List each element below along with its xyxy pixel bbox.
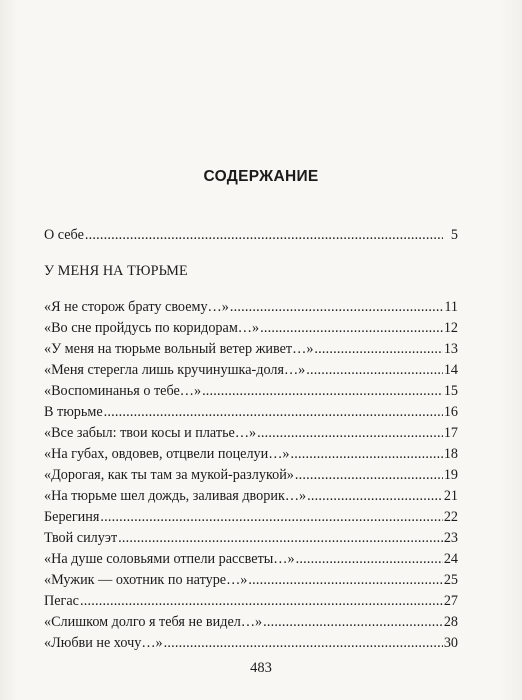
section-heading: У МЕНЯ НА ТЮРЬМЕ: [44, 263, 188, 279]
toc-leader-dots: [202, 382, 443, 400]
toc-leader-dots: [80, 592, 443, 610]
toc-entry-page: 16: [443, 404, 458, 420]
toc-entry-page: 14: [443, 362, 458, 378]
toc-entry-title: «Слишком долго я тебя не видел…»: [44, 614, 263, 630]
page-number: 483: [250, 660, 272, 676]
toc-entry: [44, 382, 458, 400]
toc-entry: [44, 319, 458, 337]
toc-entry-page: 18: [443, 446, 458, 462]
toc-leader-dots: [260, 319, 443, 337]
toc-entry-title: Пегас: [44, 593, 79, 609]
toc-entry-page: 27: [443, 593, 458, 609]
toc-entry-page: 25: [443, 572, 458, 588]
toc-entry-title: «Дорогая, как ты там за мукой-разлукой»: [44, 467, 294, 483]
toc-leader-dots: [263, 613, 443, 631]
toc-entry-title: О себе: [44, 227, 84, 243]
toc-entry: [44, 298, 458, 316]
toc-entry: [44, 424, 458, 442]
toc-entry: [44, 361, 458, 379]
toc-entry-title: «На губах, овдовев, отцвели поцелуи…»: [44, 446, 290, 462]
toc-entry-title: «Любви не хочу…»: [44, 635, 163, 651]
toc-entry-title: «На душе соловьями отпели рассветы…»: [44, 551, 295, 567]
toc-entry: [44, 445, 458, 463]
toc-entry-page: 15: [443, 383, 458, 399]
toc-entry: [44, 613, 458, 631]
toc-leader-dots: [291, 445, 443, 463]
toc-entry-page: 30: [443, 635, 458, 651]
toc-leader-dots: [296, 550, 443, 568]
toc-entry-page: 11: [444, 299, 458, 315]
toc-entry-page: 21: [443, 488, 458, 504]
toc-entry: [44, 340, 458, 358]
toc-entry-page: 5: [450, 227, 458, 243]
toc-leader-dots: [100, 508, 442, 526]
toc-entry-page: 23: [443, 530, 458, 546]
toc-entry-page: 24: [443, 551, 458, 567]
toc-entry-title: Берегиня: [44, 509, 100, 525]
toc-entry-about: [44, 226, 458, 244]
toc-entry: [44, 529, 458, 547]
toc-entry: [44, 487, 458, 505]
toc-entry: [44, 592, 458, 610]
toc-leader-dots: [307, 487, 443, 505]
toc-entry-title: «Мужик — охотник по натуре…»: [44, 572, 248, 588]
toc-entry: [44, 634, 458, 652]
toc-entry-title: «Меня стерегла лишь кручинушка-доля…»: [44, 362, 306, 378]
toc-leader-dots: [257, 424, 443, 442]
toc-leader-dots: [85, 226, 443, 244]
toc-leader-dots: [230, 298, 443, 316]
toc-leader-dots: [248, 571, 442, 589]
toc-entry-title: «Я не сторож брату своему…»: [44, 299, 229, 315]
toc-leader-dots: [104, 403, 443, 421]
toc-entry: [44, 403, 458, 421]
toc-entry-page: 19: [443, 467, 458, 483]
toc-entry-title: «Во сне пройдусь по коридорам…»: [44, 320, 260, 336]
toc-entry: [44, 466, 458, 484]
toc-entry: [44, 550, 458, 568]
toc-entry-page: 28: [443, 614, 458, 630]
toc-entry-page: 22: [443, 509, 458, 525]
page-title: СОДЕРЖАНИЕ: [203, 168, 319, 185]
toc-leader-dots: [306, 361, 443, 379]
toc-leader-dots: [164, 634, 443, 652]
toc-entry-title: «Все забыл: твои косы и платье…»: [44, 425, 257, 441]
toc-entry-title: «На тюрьме шел дождь, заливая дворик…»: [44, 488, 307, 504]
toc-entry-title: Твой силуэт: [44, 530, 118, 546]
toc-entry-page: 13: [443, 341, 458, 357]
toc-entry: [44, 571, 458, 589]
toc-entry: [44, 508, 458, 526]
toc-entry-title: «Воспоминанья о тебе…»: [44, 383, 202, 399]
toc-leader-dots: [118, 529, 443, 547]
toc-entry-page: 12: [443, 320, 458, 336]
toc-entry-title: В тюрьме: [44, 404, 103, 420]
toc-leader-dots: [295, 466, 443, 484]
toc-leader-dots: [314, 340, 442, 358]
toc-entry-page: 17: [443, 425, 458, 441]
toc-entry-title: «У меня на тюрьме вольный ветер живет…»: [44, 341, 314, 357]
